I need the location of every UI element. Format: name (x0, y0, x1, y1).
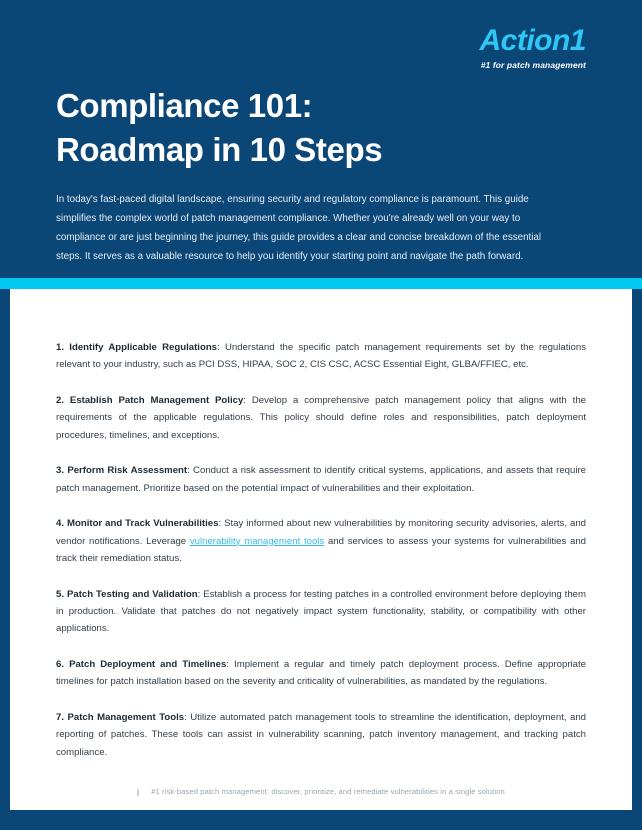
step-heading: Patch Testing and Validation (66, 588, 198, 600)
step-item-1 (56, 339, 586, 374)
page-title-line-1: Compliance 101: (56, 87, 313, 124)
intro-paragraph: In today's fast-paced digital landscape, ensuring security and regulatory compliance is paramount. This guide simplifies the complex world of patch management compliance. Whether you're already well on your way to compliance or are just beginning the journey, this guide provides a clear and concise breakdown of the essential steps. It serves as a valuable resource to help you identify your starting point and navigate the path forward. (56, 194, 542, 263)
document-header (0, 0, 642, 278)
step-number: 1. (56, 342, 65, 353)
step-item-5 (56, 586, 586, 638)
footer-bookmark-icon (137, 788, 145, 796)
step-number: 2. (56, 394, 65, 406)
step-body: : Stay informed about new vulnerabilities by monitoring security advisories, alerts, and vendor notifications. Leverage (56, 518, 587, 547)
step-item-6 (56, 656, 586, 691)
step-body: : Establish a process for testing patches in a controlled environment before deploying them in production. Validate that patches do not negatively impact system functionality, stability, or compatibility with other applications. (56, 588, 587, 635)
action1-logo[interactable] (479, 26, 586, 70)
step-number: 5. (56, 588, 65, 600)
step-body-continued: and services to assess your systems for vulnerabilities and track their remediation status. (56, 535, 586, 565)
step-heading: Perform Risk Assessment (67, 465, 188, 477)
step-item-3 (56, 462, 586, 497)
step-item-2 (56, 392, 586, 444)
accent-divider-bar (0, 278, 642, 289)
step-number: 6. (56, 658, 65, 670)
logo-tagline: #1 for patch management (480, 60, 586, 70)
footer-tagline: #1 risk-based patch management: discover, prioritize, and remediate vulnerabilities in a single solution (151, 787, 505, 796)
step-body: : Understand the specific patch management requirements set by the regulations relevant to your industry, such as PCI DSS, HIPAA, SOC 2, CIS CSC, ACSC Essential Eight, GLBA/FFIEC, etc. (56, 342, 586, 371)
steps-list (10, 289, 632, 810)
page-title-line-2: Roadmap in 10 Steps (56, 130, 383, 168)
page-footer (10, 787, 632, 796)
vulnerability-management-tools-link[interactable]: vulnerability management tools (189, 535, 325, 547)
step-heading: Establish Patch Management Policy (69, 394, 244, 406)
step-heading: Patch Deployment and Timelines (69, 658, 227, 670)
step-number: 3. (56, 465, 65, 477)
logo-wordmark: Action1 (479, 24, 586, 57)
page-frame-bottom (0, 810, 642, 830)
step-heading: Identify Applicable Regulations (69, 342, 218, 353)
step-number: 7. (56, 711, 65, 723)
step-body: : Develop a comprehensive patch management policy that aligns with the requirements of the applicable regulations. This policy should define roles and responsibilities, patch deployment procedures, timelines, and exceptions. (56, 394, 586, 441)
step-body: : Conduct a risk assessment to identify critical systems, applications, and assets that require patch management. Prioritize based on the potential impact of vulnerabilities and their exploitation. (56, 465, 586, 494)
step-number: 4. (56, 518, 65, 530)
step-heading: Monitor and Track Vulnerabilities (67, 518, 219, 530)
step-body: : Implement a regular and timely patch deployment process. Define appropriate timelines for patch installation based on the severity and criticality of vulnerabilities, as mandated by the regulations. (56, 658, 586, 688)
step-item-4 (56, 515, 586, 567)
page-title (56, 84, 586, 171)
step-item-7 (56, 709, 586, 761)
step-body: : Utilize automated patch management tools to streamline the identification, deployment, and reporting of patches. These tools can assist in vulnerability scanning, patch inventory management, and tracking patch compliance. (56, 711, 587, 758)
step-heading: Patch Management Tools (67, 711, 185, 723)
